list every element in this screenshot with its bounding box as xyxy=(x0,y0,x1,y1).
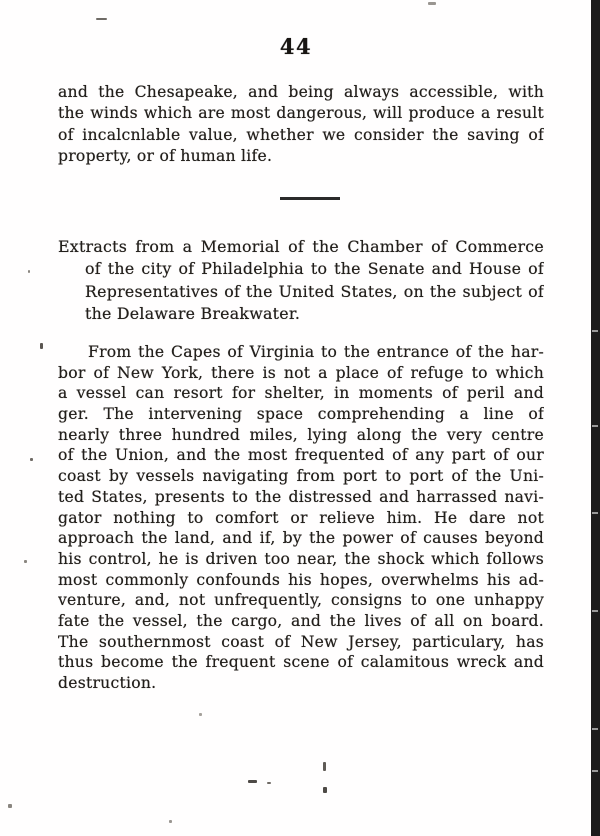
scan-bar-notch xyxy=(592,610,598,612)
heading-line: Representatives of the United States, on the subject of xyxy=(85,281,544,301)
scan-bar-notch xyxy=(592,728,598,730)
paragraph-line: of the Union, and the most frequented of any part of our xyxy=(58,446,544,465)
scan-speck xyxy=(248,780,257,783)
scan-bar-notch xyxy=(592,330,598,332)
paragraph-line: property, or of human life. xyxy=(58,146,273,165)
section-divider-rule xyxy=(280,197,340,200)
scan-bar-notch xyxy=(592,770,598,772)
paragraph-line: destruction. xyxy=(58,674,157,692)
page-number: 44 xyxy=(279,34,313,59)
heading-line: of the city of Philadelphia to the Senate and House of xyxy=(85,259,544,279)
scan-bar-notch xyxy=(592,512,598,514)
scan-speck xyxy=(96,18,107,20)
scan-speck xyxy=(40,343,43,349)
scan-edge-artifact xyxy=(591,0,600,836)
paragraph-line: venture, and, not unfrequently, consigns to one unhappy xyxy=(58,591,544,610)
body-paragraph xyxy=(58,342,544,694)
section-heading xyxy=(58,236,544,325)
scan-speck xyxy=(24,560,27,563)
paragraph-line: gator nothing to comfort or relieve him. He dare not xyxy=(58,508,544,527)
paragraph-line: bor of New York, there is not a place of refuge to which xyxy=(58,363,544,382)
paragraph-line: thus become the frequent scene of calamitous wreck and xyxy=(58,653,544,672)
scan-speck xyxy=(428,2,436,5)
paragraph-line: the winds which are most dangerous, will produce a result xyxy=(58,104,544,123)
scan-speck xyxy=(30,458,33,461)
scan-speck xyxy=(323,762,326,771)
scan-speck xyxy=(169,820,172,823)
paragraph-line: ted States, presents to the distressed and harrassed navi- xyxy=(58,487,544,506)
scan-speck xyxy=(199,713,202,716)
paragraph-line: coast by vessels navigating from port to port of the Uni- xyxy=(58,467,544,486)
scan-bar-notch xyxy=(592,425,598,427)
heading-line: the Delaware Breakwater. xyxy=(85,303,301,323)
paragraph-line: approach the land, and if, by the power of causes beyond xyxy=(58,529,544,548)
paragraph-line: The southernmost coast of New Jersey, particulary, has xyxy=(58,632,544,651)
scan-speck xyxy=(323,787,327,793)
scan-speck xyxy=(28,270,30,273)
paragraph-continuation xyxy=(58,82,544,167)
paragraph-line: and the Chesapeake, and being always accessible, with xyxy=(58,83,544,101)
paragraph-line: most commonly confounds his hopes, overwhelms his ad- xyxy=(58,570,544,589)
paragraph-line: of incalcnlable value, whether we consider the saving of xyxy=(58,125,544,144)
paragraph-line: ger. The intervening space comprehending a line of xyxy=(58,405,544,424)
paragraph-line: a vessel can resort for shelter, in moments of peril and xyxy=(58,384,544,403)
scan-speck xyxy=(8,804,12,808)
paragraph-line: nearly three hundred miles, lying along the very centre xyxy=(58,425,544,444)
paragraph-line: fate the vessel, the cargo, and the lives of all on board. xyxy=(58,611,544,630)
paragraph-line: From the Capes of Virginia to the entrance of the har- xyxy=(88,343,544,361)
paragraph-line: his control, he is driven too near, the shock which follows xyxy=(58,549,544,568)
scan-speck xyxy=(267,782,271,784)
heading-line: Extracts from a Memorial of the Chamber of Commerce xyxy=(58,237,544,256)
